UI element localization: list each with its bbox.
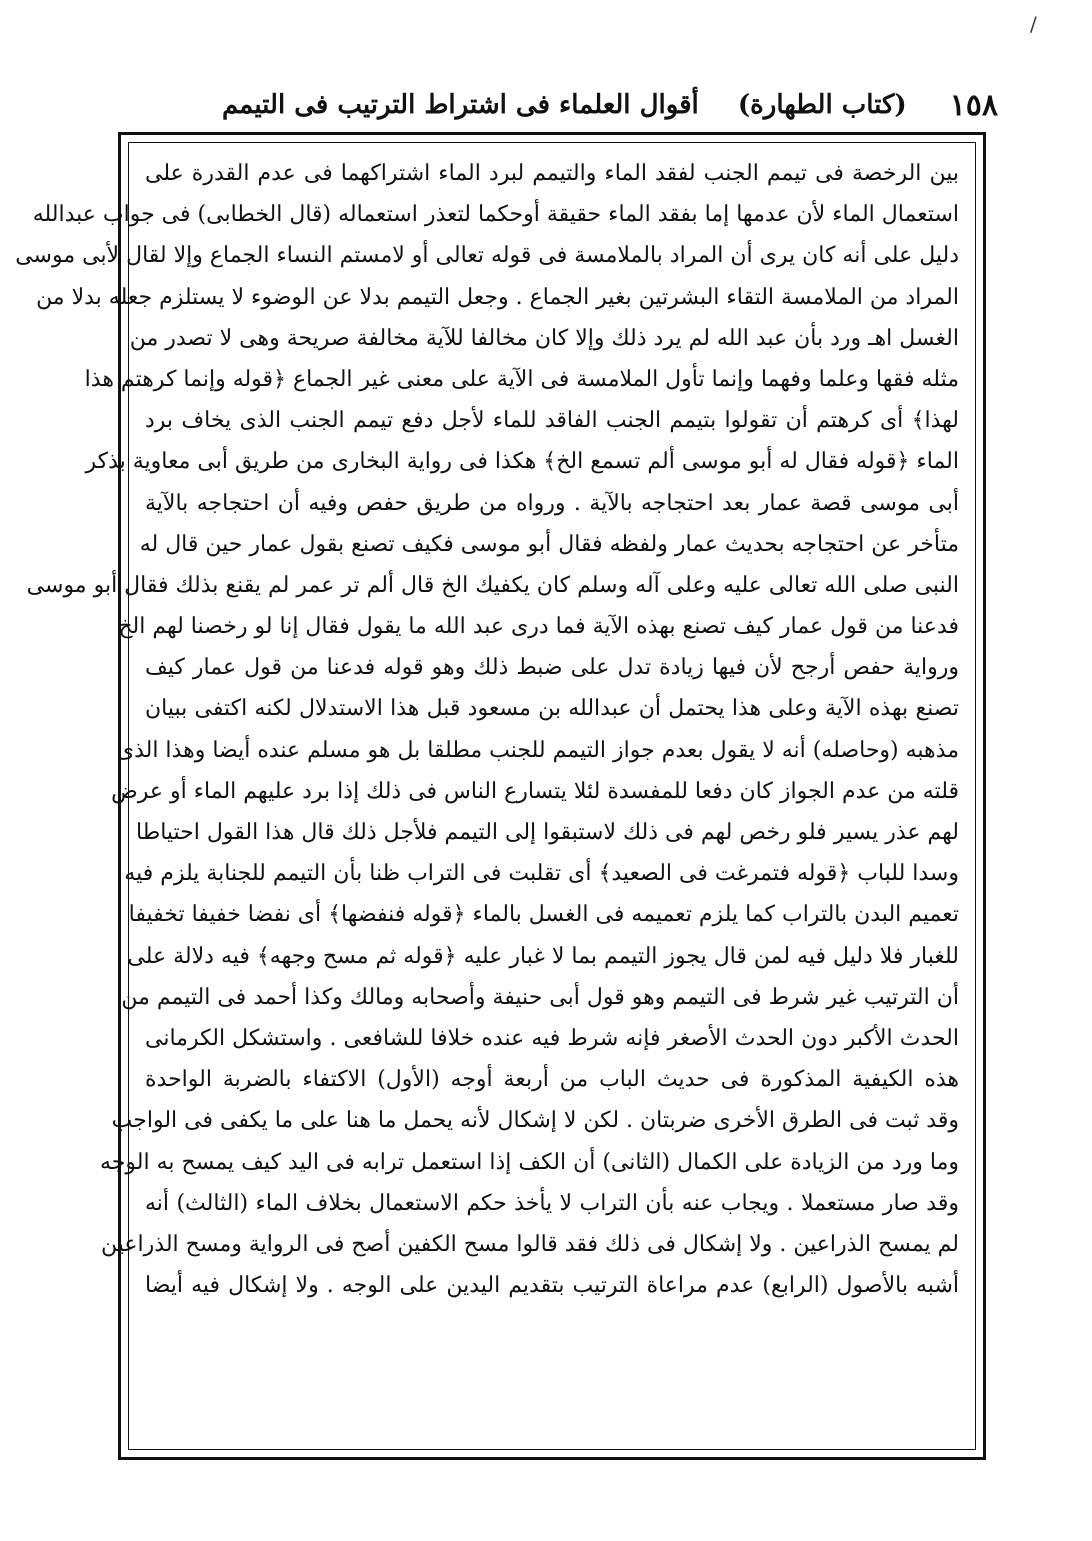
text-line: النبى صلى الله تعالى عليه وعلى آله وسلم كان يكفيك الخ قال ألم تر عمر لم يقنع بذلك فقال أبو موسى <box>26 572 959 598</box>
text-line: متأخر عن احتجاجه بحديث عمار ولفظه فقال أبو موسى فكيف تصنع بقول عمار حين قال له <box>139 531 959 557</box>
chapter-title: أقوال العلماء فى اشتراط الترتيب فى التيمم <box>222 90 699 120</box>
text-line: دليل على أنه كان يرى أن المراد بالملامسة فى قوله تعالى أو لامستم النساء الجماع وإلا لقال لأبى موسى <box>15 243 959 269</box>
text-line: وما ورد من الزيادة على الكمال (الثانى) أن الكف إذا استعمل ترابه فى اليد كيف يمسح به الوجه <box>100 1149 959 1175</box>
text-frame <box>15 132 986 1460</box>
text-line: مثله فقها وعلما وفهما وإنما تأول الملامسة فى الآية على معنى غير الجماع ﴿قوله وإنما كرهتم هذا <box>84 366 959 392</box>
text-line: الحدث الأكبر دون الحدث الأصغر فإنه شرط فيه عنده خلافا للشافعى . واستشكل الكرمانى <box>145 1025 959 1051</box>
text-line: استعمال الماء لأن عدمها إما بفقد الماء حقيقة أوحكما لتعذر استعماله (قال الخطابى) فى جواب عبدالله <box>32 202 959 228</box>
text-line: أن الترتيب غير شرط فى التيمم وهو قول أبى حنيفة وأصحابه ومالك وكذا أحمد فى التيمم من <box>121 984 959 1010</box>
page-header <box>118 84 998 130</box>
text-line: هذه الكيفية المذكورة فى حديث الباب من أربعة أوجه (الأول) الاكتفاء بالضربة الواحدة <box>145 1067 959 1093</box>
corner-mark: / <box>1030 12 1037 36</box>
text-line: المراد من الملامسة التقاء البشرتين بغير الجماع . وجعل التيمم بدلا عن الوضوء لا يستلزم جعله بدلا من <box>36 284 959 310</box>
text-line: الماء ﴿قوله فقال له أبو موسى ألم تسمع الخ﴾ هكذا فى رواية البخارى من طريق أبى معاوية بذكر <box>85 449 959 475</box>
page-number: ١٥٨ <box>949 88 998 123</box>
text-line: بين الرخصة فى تيمم الجنب لفقد الماء والتيمم لبرد الماء اشتراكهما فى عدم القدرة على <box>145 161 959 186</box>
text-line: الغسل اهـ ورد بأن عبد الله لم يرد ذلك وإلا كان مخالفا للآية مخالفة صريحة وهى لا تصدر من <box>129 325 959 351</box>
text-line: أشبه بالأصول (الرابع) عدم مراعاة الترتيب بتقديم اليدين على الوجه . ولا إشكال فيه أيضا <box>145 1273 959 1299</box>
text-line: وسدا للباب ﴿قوله فتمرغت فى الصعيد﴾ أى تقلبت فى التراب ظنا بأن التيمم للجنابة يلزم فيه <box>124 861 959 887</box>
text-line: وقد صار مستعملا . ويجاب عنه بأن التراب لا يأخذ حكم الاستعمال بخلاف الماء (الثالث) أنه <box>145 1190 959 1216</box>
text-line: تعميم البدن بالتراب كما يلزم تعميمه فى الغسل بالماء ﴿قوله فنفضها﴾ أى نفضا خفيفا تخفيفا <box>128 902 959 928</box>
text-line: وقد ثبت فى الطرق الأخرى ضربتان . لكن لا إشكال لأنه يحمل ما هنا على ما يكفى فى الواجب <box>111 1108 959 1134</box>
text-line <box>145 1306 959 1347</box>
text-body <box>15 153 959 1437</box>
text-line: لهذا﴾ أى كرهتم أن تقولوا بتيمم الجنب الفاقد للماء لأجل دفع تيمم الجنب الذى يخاف برد <box>145 408 959 434</box>
text-line: مذهبه (وحاصله) أنه لا يقول بعدم جواز التيمم للجنب مطلقا بل هو مسلم عنده أيضا وهذا الذى <box>116 737 959 763</box>
book-title: (كتاب الطهارة) <box>737 90 907 120</box>
text-line: قلته من عدم الجواز كان دفعا للمفسدة لئلا يتسارع الناس فى ذلك إذا برد عليهم الماء أو عرض <box>111 778 959 804</box>
running-title <box>222 90 907 120</box>
text-line <box>145 1347 959 1388</box>
text-line: ورواية حفص أرجح لأن فيها زيادة تدل على ضبط ذلك وهو قوله فدعنا من قول عمار كيف <box>145 655 959 681</box>
text-line: أبى موسى قصة عمار بعد احتجاجه بالآية . ورواه من طريق حفص وفيه أن احتجاجه بالآية <box>145 490 959 516</box>
text-line: لم يمسح الذراعين . ولا إشكال فى ذلك فقد قالوا مسح الكفين أصح فى الرواية ومسح الذراعين <box>101 1231 959 1257</box>
text-line: فدعنا من قول عمار كيف تصنع بهذه الآية فما درى عبد الله ما يقول فقال إنا لو رخصنا لهم الخ <box>118 614 959 640</box>
text-line: تصنع بهذه الآية وعلى هذا يحتمل أن عبدالله بن مسعود قبل هذا الاستدلال لكنه اكتفى ببيان <box>145 696 959 722</box>
text-line: للغبار فلا دليل فيه لمن قال يجوز التيمم بما لا غبار عليه ﴿قوله ثم مسح وجهه﴾ فيه دلالة على <box>127 943 959 969</box>
text-line: لهم عذر يسير فلو رخص لهم فى ذلك لاستبقوا إلى التيمم فلأجل ذلك قال هذا القول احتياطا <box>135 820 959 845</box>
